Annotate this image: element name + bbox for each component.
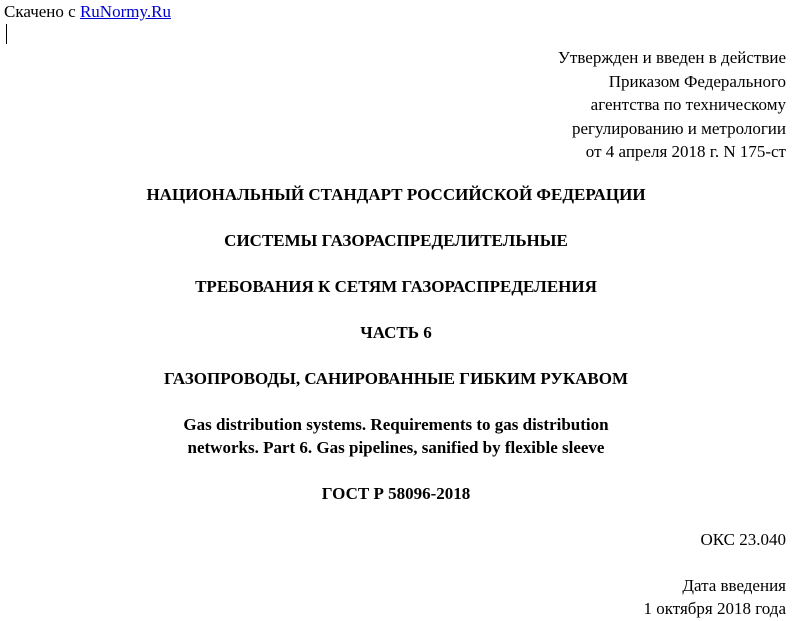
approval-line: от 4 апреля 2018 г. N 175-ст — [585, 142, 786, 161]
gost-number: ГОСТ Р 58096-2018 — [321, 484, 471, 503]
english-title-line1: Gas distribution systems. Requirements to gas distribution — [183, 415, 609, 434]
approval-line: Утвержден и введен в действие — [557, 48, 786, 67]
approval-line: Приказом Федерального — [608, 71, 786, 91]
intro-date: 1 октября 2018 года — [643, 599, 786, 618]
approval-line: регулированию и метрологии — [571, 118, 786, 138]
download-prefix: Скачено с — [4, 2, 76, 21]
approval-line: агентства по техническому — [590, 95, 786, 114]
part-number: ЧАСТЬ 6 — [360, 323, 432, 342]
runormy-link[interactable]: RuNormy.Ru — [79, 2, 171, 21]
oks-code: ОКС 23.040 — [700, 530, 786, 549]
part-title: ГАЗОПРОВОДЫ, САНИРОВАННЫЕ ГИБКИМ РУКАВОМ — [163, 369, 629, 388]
standard-title: НАЦИОНАЛЬНЫЙ СТАНДАРТ РОССИЙСКОЙ ФЕДЕРАЦИИ — [146, 185, 646, 204]
document-subtitle: ТРЕБОВАНИЯ К СЕТЯМ ГАЗОРАСПРЕДЕЛЕНИЯ — [195, 277, 597, 296]
approval-block — [558, 46, 786, 164]
series-title: СИСТЕМЫ ГАЗОРАСПРЕДЕЛИТЕЛЬНЫЕ — [224, 231, 568, 250]
text-cursor — [6, 24, 7, 44]
english-title-line2: networks. Part 6. Gas pipelines, sanified by flexible sleeve — [187, 438, 605, 457]
intro-date-label: Дата введения — [682, 576, 786, 595]
download-source-line — [4, 2, 171, 22]
